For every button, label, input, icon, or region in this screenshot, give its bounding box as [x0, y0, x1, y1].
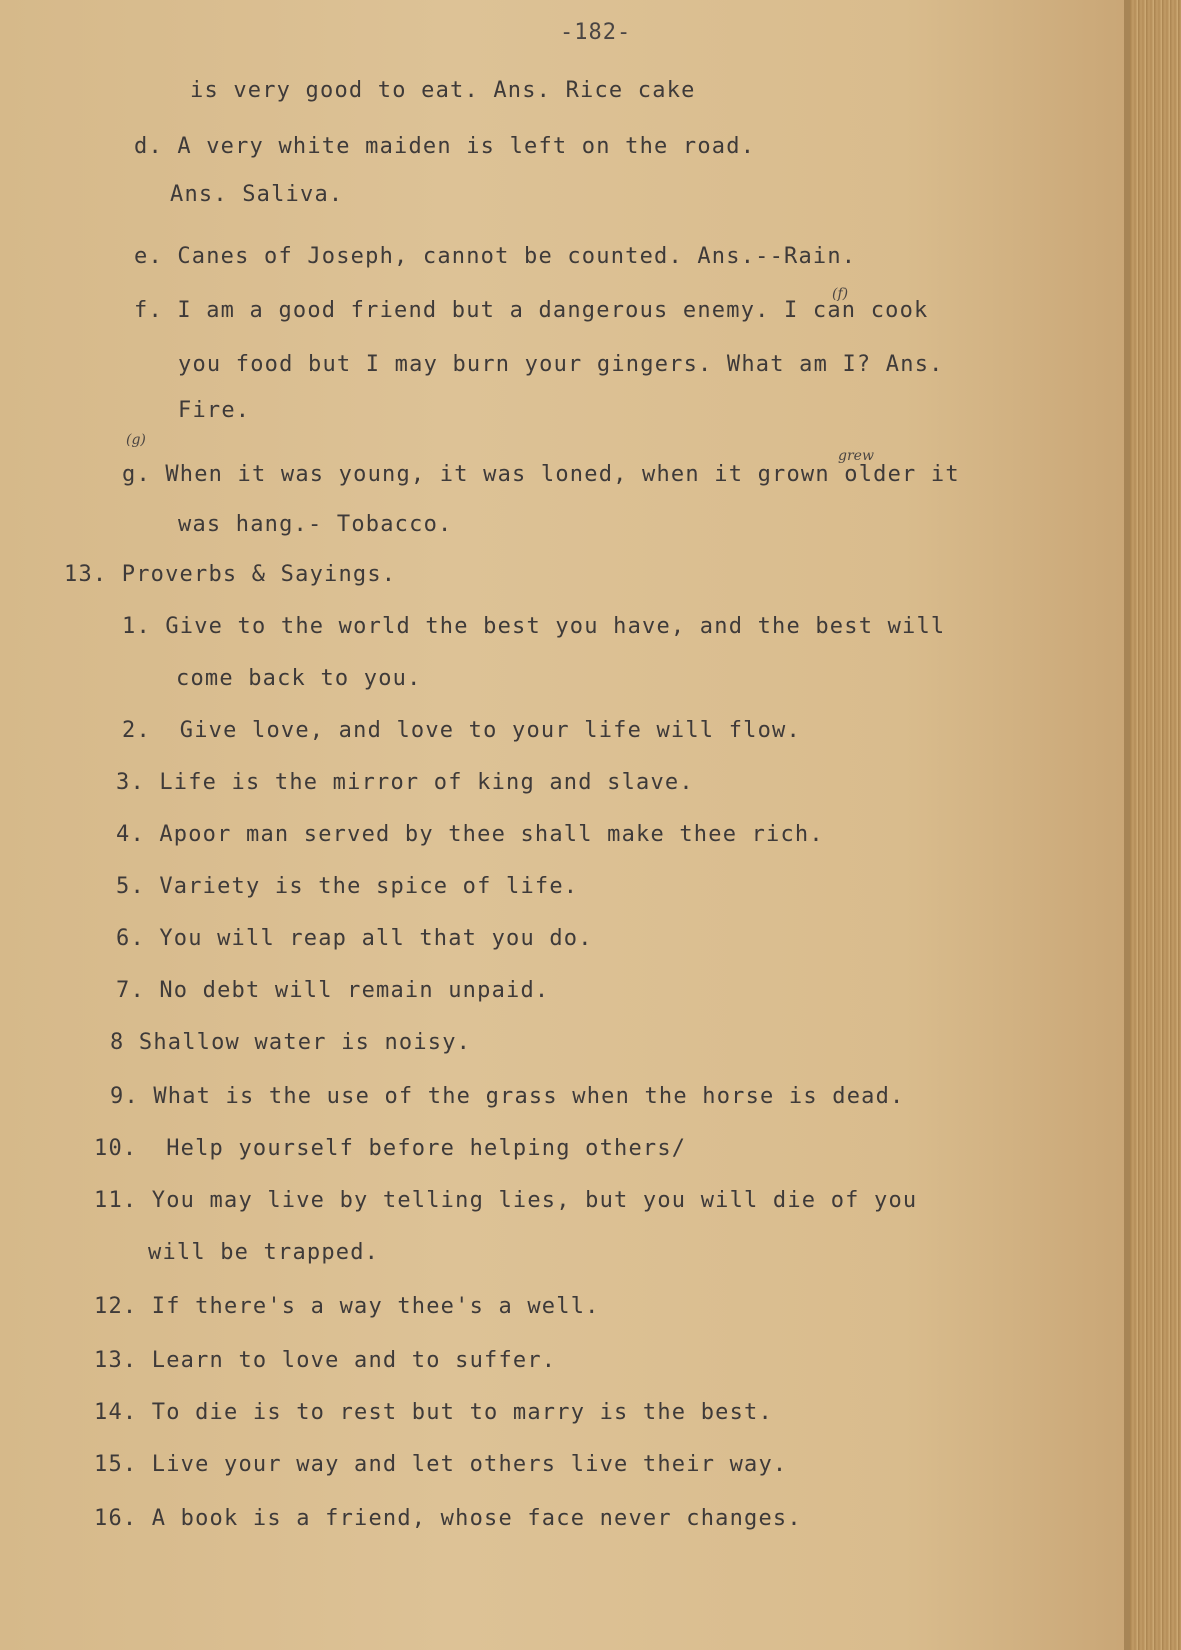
riddle-f: f. I am a good friend but a dangerous enemy. I can cook — [134, 298, 929, 323]
handwritten-f-mark: (f) — [832, 286, 849, 302]
riddle-g: g. When it was young, it was loned, when it grown older it — [122, 462, 960, 487]
proverb-5: 5. Variety is the spice of life. — [116, 874, 579, 899]
riddle-c-answer-line: is very good to eat. Ans. Rice cake — [190, 78, 696, 103]
proverb-9: 9. What is the use of the grass when the horse is dead. — [110, 1084, 905, 1109]
handwritten-g-mark: (g) — [126, 432, 146, 448]
proverb-13: 13. Learn to love and to suffer. — [94, 1348, 557, 1373]
proverb-11-continued: will be trapped. — [148, 1240, 380, 1265]
proverb-7: 7. No debt will remain unpaid. — [116, 978, 550, 1003]
proverb-15: 15. Live your way and let others live their way. — [94, 1452, 788, 1477]
proverb-14: 14. To die is to rest but to marry is the best. — [94, 1400, 773, 1425]
proverb-3: 3. Life is the mirror of king and slave. — [116, 770, 694, 795]
proverb-2: 2. Give love, and love to your life will flow. — [122, 718, 801, 743]
proverb-1-continued: come back to you. — [176, 666, 422, 691]
proverb-8: 8 Shallow water is noisy. — [110, 1030, 472, 1055]
handwritten-grew-correction: grew — [838, 448, 874, 464]
riddle-d-answer: Ans. Saliva. — [170, 182, 344, 207]
proverb-11: 11. You may live by telling lies, but you will die of you — [94, 1188, 918, 1213]
section-heading-proverbs: 13. Proverbs & Sayings. — [64, 562, 397, 587]
riddle-e: e. Canes of Joseph, cannot be counted. Ans.--Rain. — [134, 244, 857, 269]
proverb-16: 16. A book is a friend, whose face never changes. — [94, 1506, 802, 1531]
proverb-6: 6. You will reap all that you do. — [116, 926, 593, 951]
proverb-10: 10. Help yourself before helping others/ — [94, 1136, 687, 1161]
riddle-d: d. A very white maiden is left on the road. — [134, 134, 756, 159]
riddle-f-answer: Fire. — [178, 398, 251, 423]
page-number: -182- — [560, 20, 632, 45]
riddle-g-answer: was hang.- Tobacco. — [178, 512, 453, 537]
page-edges — [1130, 0, 1181, 1650]
proverb-4: 4. Apoor man served by thee shall make thee rich. — [116, 822, 824, 847]
proverb-12: 12. If there's a way thee's a well. — [94, 1294, 600, 1319]
riddle-f-continued: you food but I may burn your gingers. What am I? Ans. — [178, 352, 944, 377]
proverb-1: 1. Give to the world the best you have, and the best will — [122, 614, 946, 639]
